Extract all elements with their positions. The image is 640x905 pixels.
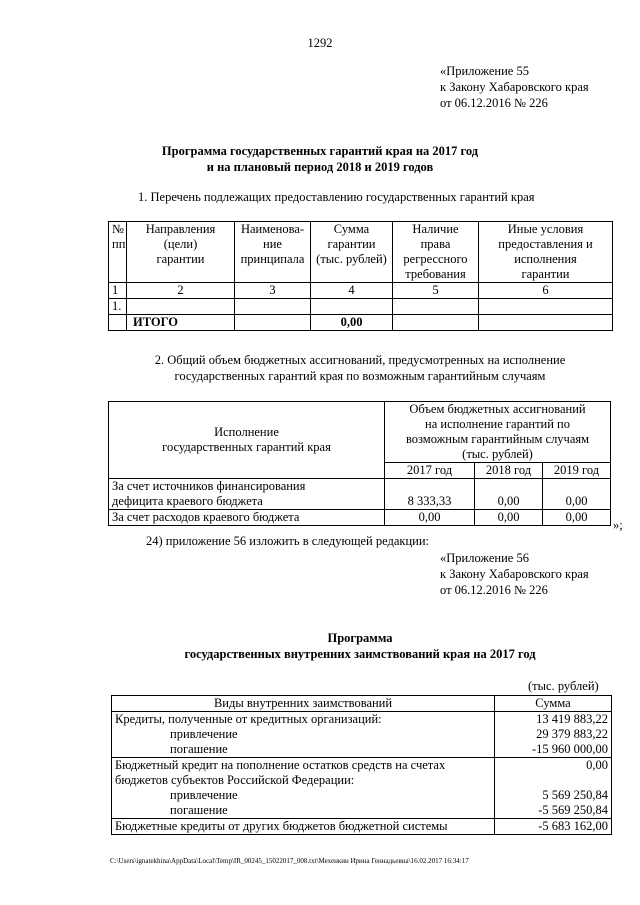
row-label: За счет источников финансирования дефицита краевого бюджета bbox=[109, 479, 385, 510]
header-principal: Наименова- ние принципала bbox=[235, 222, 311, 283]
header-execution: Исполнение государственных гарантий края bbox=[109, 402, 385, 479]
table-row bbox=[112, 712, 612, 758]
table-header-row bbox=[109, 222, 613, 283]
program-borrowings-title-line1: Программа bbox=[327, 631, 393, 645]
page-number: 1292 bbox=[307, 36, 333, 50]
appendix-56-line1: «Приложение 56 bbox=[440, 551, 529, 565]
header-sum: Сумма гарантии (тыс. рублей) bbox=[311, 222, 393, 283]
total-value: 0,00 bbox=[311, 315, 393, 331]
guarantees-list-table bbox=[108, 221, 613, 331]
unit-label: (тыс. рублей) bbox=[528, 679, 599, 693]
appendix-55-line3: от 06.12.2016 № 226 bbox=[440, 96, 548, 110]
program-borrowings-title-line2: государственных внутренних заимствований края на 2017 год bbox=[184, 647, 536, 661]
table-row bbox=[109, 510, 611, 526]
header-regress: Наличие права регрессного требования bbox=[393, 222, 479, 283]
col-number: 4 bbox=[311, 283, 393, 299]
col-number: 1 bbox=[109, 283, 127, 299]
col-number: 2 bbox=[127, 283, 235, 299]
col-number: 6 bbox=[479, 283, 613, 299]
table-header-row bbox=[112, 696, 612, 712]
year-2018-header: 2018 год bbox=[475, 463, 543, 479]
program-guarantees-title-line2: и на плановый период 2018 и 2019 годов bbox=[206, 160, 434, 174]
appendix-56-line3: от 06.12.2016 № 226 bbox=[440, 583, 548, 597]
year-2019-header: 2019 год bbox=[543, 463, 611, 479]
program-guarantees-title-line1: Программа государственных гарантий края на 2017 год bbox=[161, 144, 479, 158]
table-row bbox=[112, 758, 612, 819]
borrowings-table bbox=[111, 695, 612, 835]
row-label: За счет расходов краевого бюджета bbox=[109, 510, 385, 526]
table-row bbox=[109, 479, 611, 510]
row-label: Бюджетные кредиты от других бюджетов бюджетной системы bbox=[112, 819, 495, 835]
section2-heading-line2: государственных гарантий края по возможным гарантийным случаям bbox=[174, 369, 546, 383]
header-num: № пп bbox=[109, 222, 127, 283]
program-borrowings-title bbox=[0, 630, 640, 662]
header-borrowing-types: Виды внутренних заимствований bbox=[112, 696, 495, 712]
row-label: Кредиты, полученные от кредитных организаций: привлечение погашение bbox=[112, 712, 495, 758]
item-24-text: 24) приложение 56 изложить в следующей редакции: bbox=[146, 534, 429, 548]
table-row bbox=[109, 299, 613, 315]
appendix-55-line1: «Приложение 55 bbox=[440, 64, 529, 78]
appendix-56-block bbox=[440, 550, 589, 598]
column-numbers-row bbox=[109, 283, 613, 299]
row-number: 1. bbox=[109, 299, 127, 315]
header-amount: Сумма bbox=[495, 696, 612, 712]
appendix-56-line2: к Закону Хабаровского края bbox=[440, 567, 589, 581]
value-2017: 0,00 bbox=[385, 510, 475, 526]
table-row bbox=[112, 819, 612, 835]
guarantee-allocations-table bbox=[108, 401, 611, 526]
year-2017-header: 2017 год bbox=[385, 463, 475, 479]
header-direction: Направления (цели) гарантии bbox=[127, 222, 235, 283]
row-values: 0,00 5 569 250,84 -5 569 250,84 bbox=[495, 758, 612, 819]
table-header-row bbox=[109, 402, 611, 463]
value-2018: 0,00 bbox=[475, 510, 543, 526]
col-number: 3 bbox=[235, 283, 311, 299]
value-2019: 0,00 bbox=[543, 479, 611, 510]
value-2018: 0,00 bbox=[475, 479, 543, 510]
header-other: Иные условия предоставления и исполнения гарантии bbox=[479, 222, 613, 283]
section1-heading: 1. Перечень подлежащих предоставлению государственных гарантий края bbox=[138, 190, 535, 204]
closing-quote: »; bbox=[613, 518, 623, 532]
row-label: Бюджетный кредит на пополнение остатков средств на счетах бюджетов субъектов Российской Федерации: привлечение погашение bbox=[112, 758, 495, 819]
section2-heading bbox=[0, 352, 640, 384]
row-values: 13 419 883,22 29 379 883,22 -15 960 000,00 bbox=[495, 712, 612, 758]
header-allocations: Объем бюджетных ассигнований на исполнение гарантий по возможным гарантийным случаям (тыс. рублей) bbox=[385, 402, 611, 463]
total-row bbox=[109, 315, 613, 331]
section2-heading-line1: 2. Общий объем бюджетных ассигнований, предусмотренных на исполнение bbox=[154, 353, 566, 367]
row-value: -5 683 162,00 bbox=[495, 819, 612, 835]
total-label: ИТОГО bbox=[127, 315, 235, 331]
value-2017: 8 333,33 bbox=[385, 479, 475, 510]
appendix-55-line2: к Закону Хабаровского края bbox=[440, 80, 589, 94]
col-number: 5 bbox=[393, 283, 479, 299]
value-2019: 0,00 bbox=[543, 510, 611, 526]
appendix-55-block bbox=[440, 63, 589, 111]
footer-file-path: C:\Users\ignatekhina\AppData\Local\Temp\IR_00245_15022017_008.txt\Мехенкин Ирина Геннадьевна\16.02.2017 16:34:17 bbox=[110, 857, 469, 865]
program-guarantees-title bbox=[0, 143, 640, 175]
